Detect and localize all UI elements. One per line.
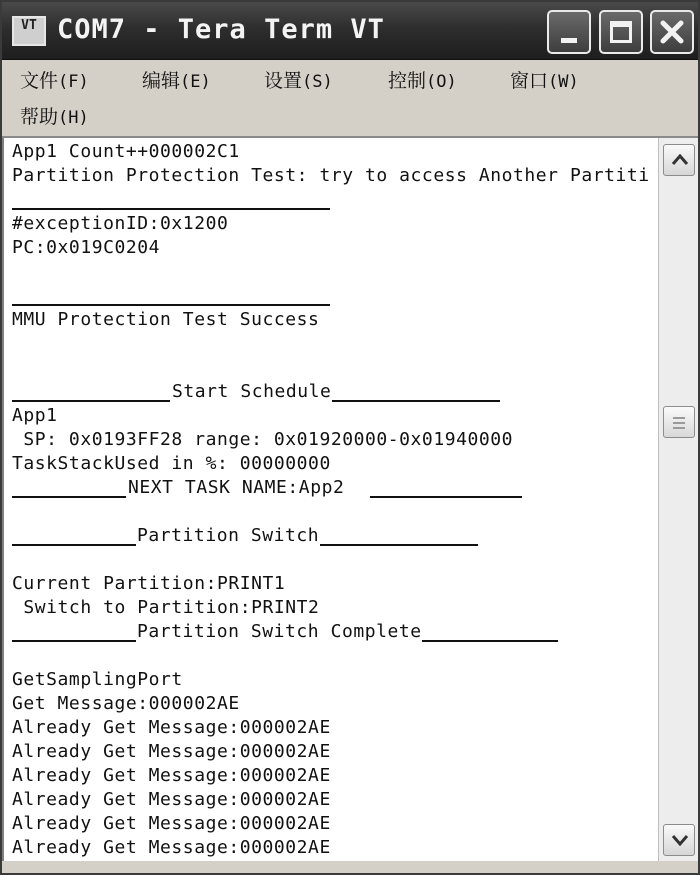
- separator-rule: [12, 496, 126, 498]
- menu-control-accel: (O): [426, 72, 457, 92]
- separator-rule: [12, 544, 136, 546]
- menu-help-accel: (H): [58, 108, 89, 128]
- terminal-line: TaskStackUsed in %: 00000000: [12, 453, 331, 474]
- separator-rule: [12, 640, 136, 642]
- separator-rule: [332, 400, 500, 402]
- menu-window-accel: (W): [548, 72, 579, 92]
- terminal-line: NEXT TASK NAME:App2: [128, 477, 345, 498]
- menu-window-label: 窗口: [510, 70, 549, 92]
- terminal-line: SP: 0x0193FF28 range: 0x01920000-0x01940000: [12, 429, 514, 450]
- maximize-button[interactable]: [599, 10, 643, 54]
- menu-file[interactable]: [20, 66, 89, 93]
- app-icon-label: VT: [21, 18, 37, 33]
- menu-window[interactable]: [510, 66, 579, 93]
- menu-edit-accel: (E): [180, 72, 211, 92]
- separator-rule: [12, 400, 170, 402]
- chevron-up-icon: [670, 152, 690, 168]
- title-bar[interactable]: [2, 2, 698, 60]
- menu-help-label: 帮助: [20, 106, 59, 128]
- separator-rule: [422, 640, 558, 642]
- terminal-line: Start Schedule: [172, 381, 332, 402]
- terminal-line: Partition Switch: [137, 525, 320, 546]
- scroll-thumb[interactable]: [663, 406, 695, 438]
- terminal-line: App1 Count++000002C1: [12, 141, 240, 162]
- menu-edit-label: 编辑: [142, 70, 181, 92]
- terminal-line: Already Get Message:000002AE: [12, 813, 331, 834]
- terminal-line: Partition Protection Test: try to access Another Partiti: [12, 165, 650, 186]
- close-icon: [659, 19, 685, 45]
- terminal-line: PC:0x019C0204: [12, 237, 161, 258]
- thumb-grip: [673, 422, 685, 424]
- vertical-scrollbar[interactable]: [658, 138, 698, 861]
- separator-rule: [12, 208, 330, 210]
- terminal-line: Already Get Message:000002AE: [12, 837, 331, 858]
- window-title: COM7 - Tera Term VT: [57, 14, 385, 45]
- terminal-line: Already Get Message:000002AE: [12, 717, 331, 738]
- window-bottom-border: [2, 861, 698, 873]
- terminal-line: Already Get Message:000002AE: [12, 741, 331, 762]
- menu-edit[interactable]: [142, 66, 211, 93]
- close-button[interactable]: [650, 10, 694, 54]
- maximize-icon: [610, 21, 632, 43]
- menu-file-label: 文件: [20, 70, 59, 92]
- minimize-icon: [561, 38, 577, 43]
- menu-setup[interactable]: [264, 66, 333, 93]
- separator-rule: [320, 544, 478, 546]
- terminal-line: Switch to Partition:PRINT2: [12, 597, 320, 618]
- scroll-down-button[interactable]: [663, 824, 695, 856]
- menu-control[interactable]: [388, 66, 457, 93]
- minimize-button[interactable]: [547, 10, 591, 54]
- terminal-line: GetSamplingPort: [12, 669, 183, 690]
- terminal-line: Get Message:000002AE: [12, 693, 240, 714]
- terminal-output[interactable]: [2, 138, 658, 861]
- terminal-line: #exceptionID:0x1200: [12, 213, 229, 234]
- menu-setup-accel: (S): [302, 72, 333, 92]
- terminal-line: App1: [12, 405, 58, 426]
- menu-bar: [2, 60, 698, 138]
- terminal-line: Already Get Message:000002AE: [12, 789, 331, 810]
- terminal-line: MMU Protection Test Success: [12, 309, 320, 330]
- menu-control-label: 控制: [388, 70, 427, 92]
- terminal-line: Partition Switch Complete: [137, 621, 422, 642]
- thumb-grip: [673, 417, 685, 419]
- terminal-line: Current Partition:PRINT1: [12, 573, 286, 594]
- menu-file-accel: (F): [58, 72, 89, 92]
- menu-setup-label: 设置: [264, 70, 303, 92]
- thumb-grip: [673, 427, 685, 429]
- terminal-line: Already Get Message:000002AE: [12, 765, 331, 786]
- terminal-app-icon[interactable]: [12, 16, 46, 46]
- chevron-down-icon: [670, 832, 690, 848]
- separator-rule: [370, 496, 522, 498]
- separator-rule: [12, 304, 330, 306]
- menu-help[interactable]: [20, 102, 89, 129]
- scroll-up-button[interactable]: [663, 144, 695, 176]
